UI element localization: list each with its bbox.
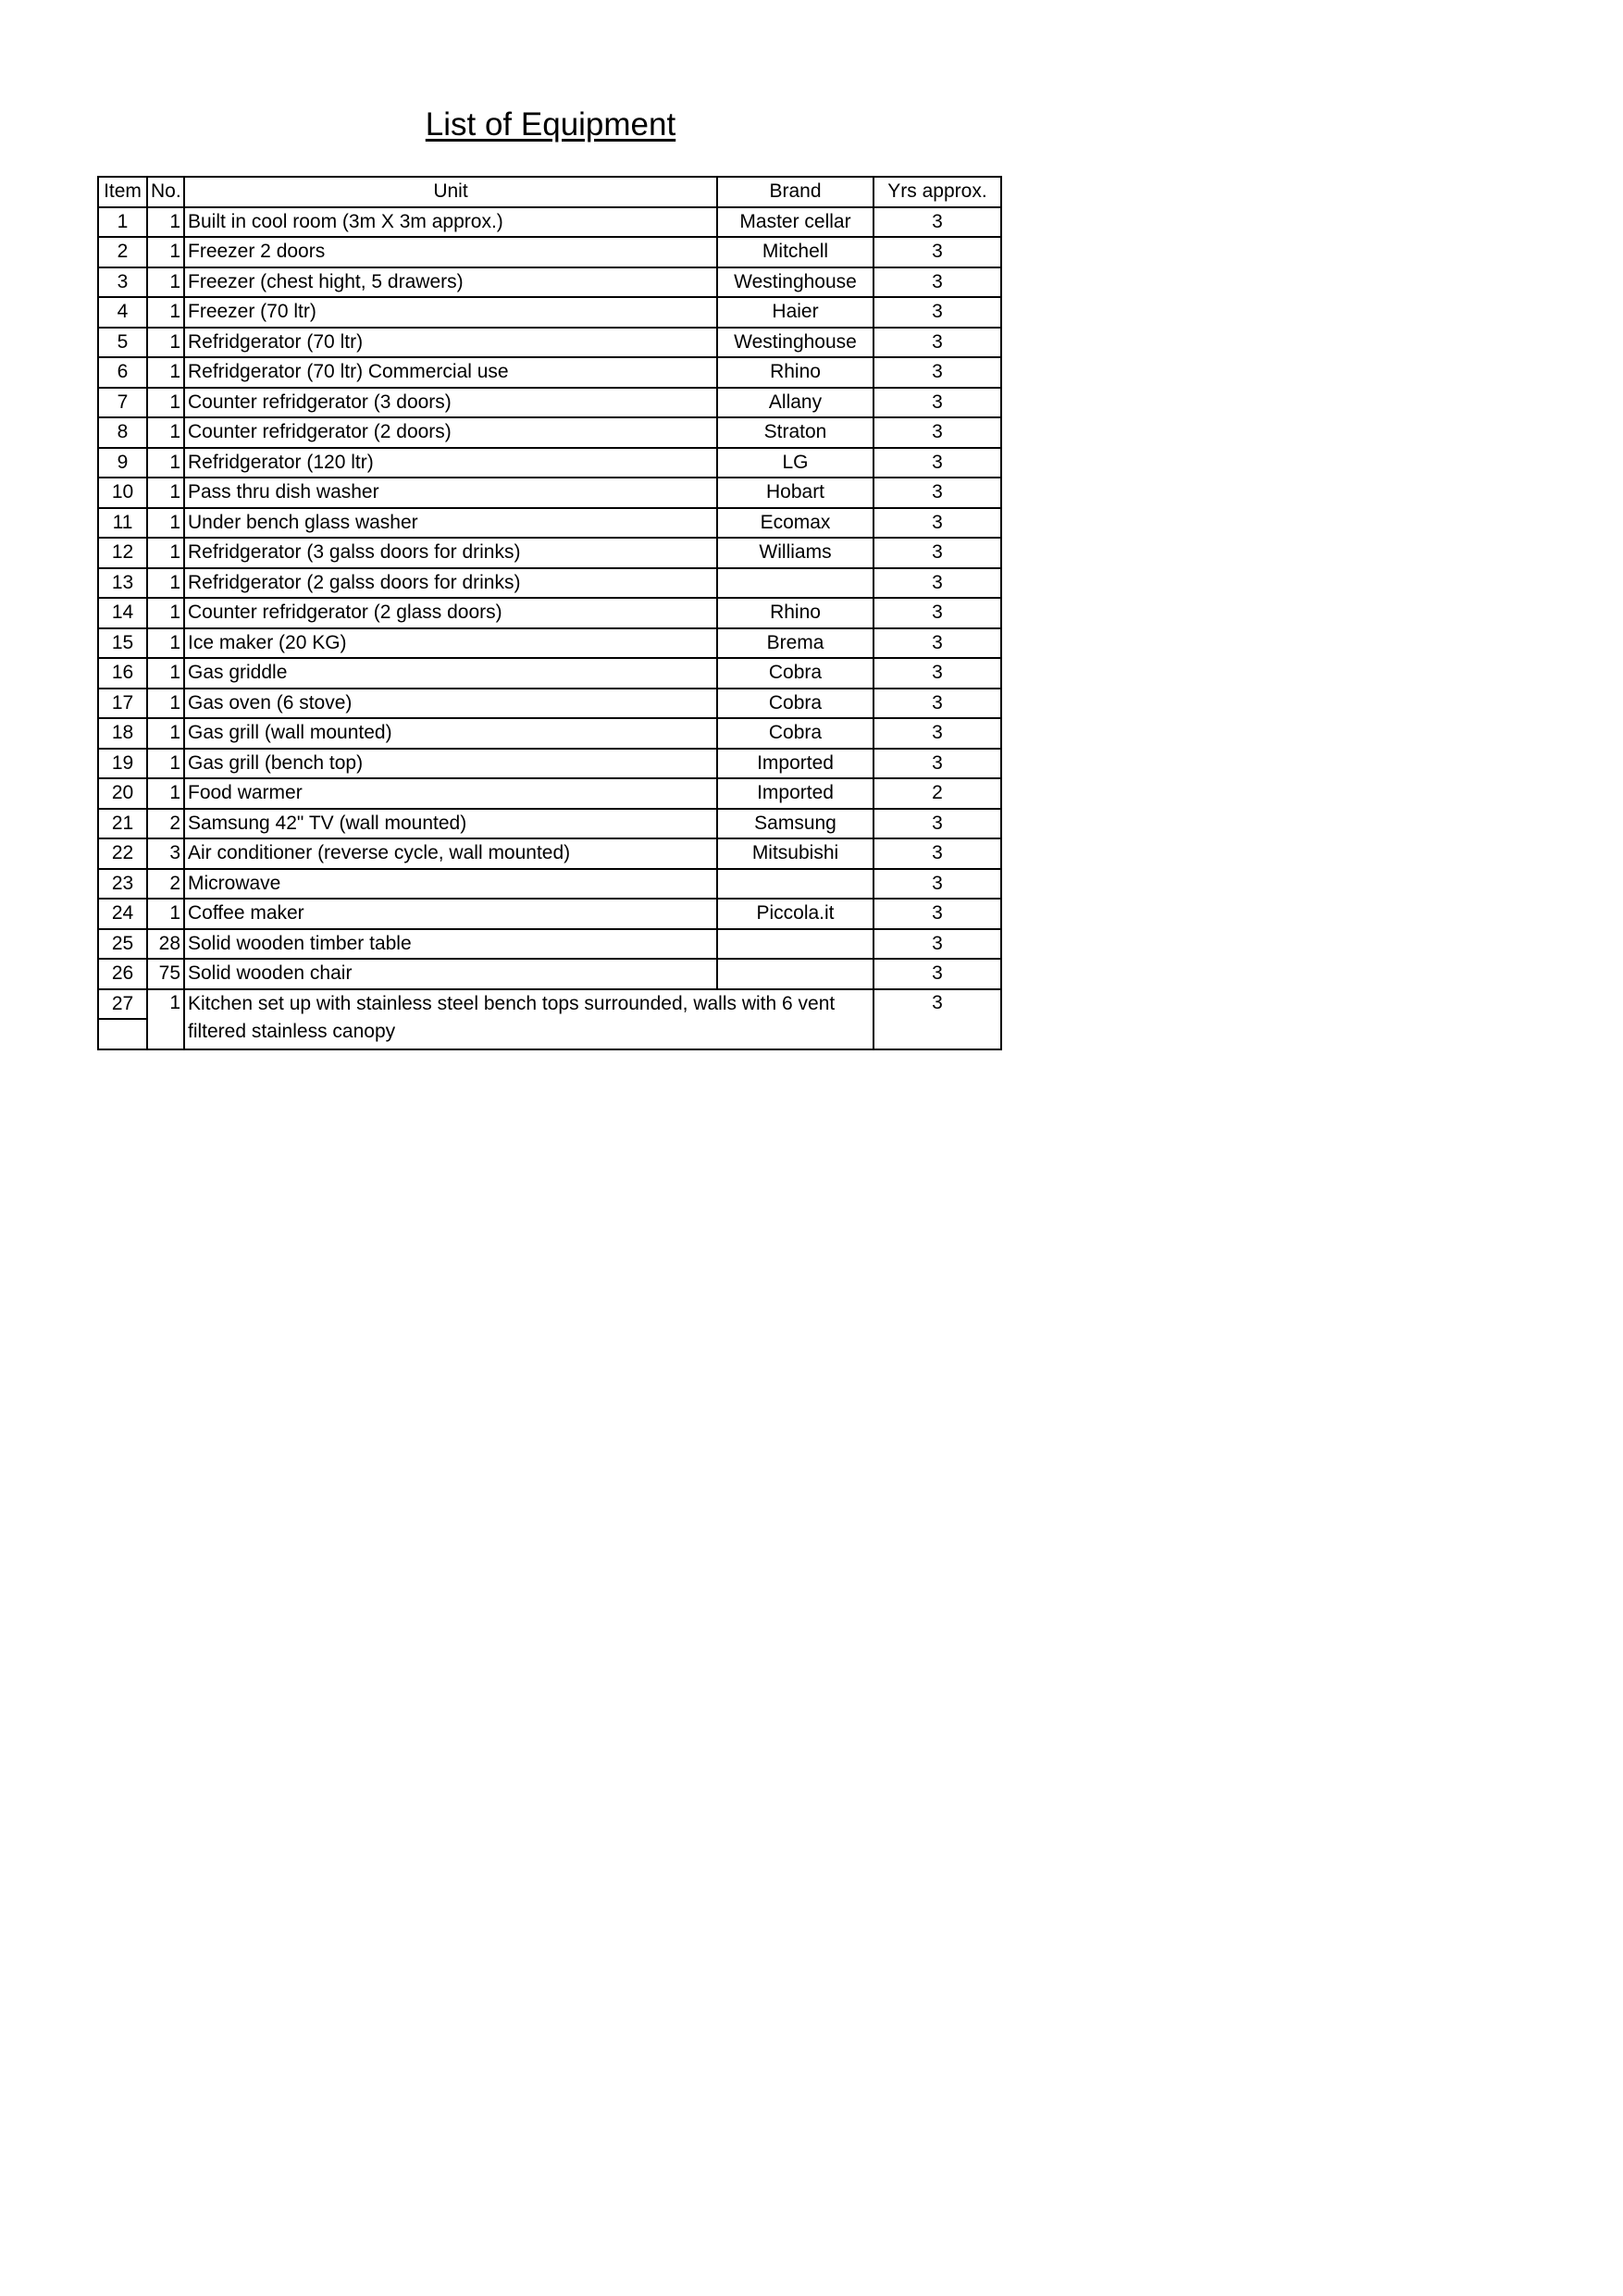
cell-yrs: 3 [873,598,1001,628]
cell-unit: Counter refridgerator (3 doors) [184,388,717,418]
cell-brand: Straton [717,417,873,448]
cell-brand [717,929,873,960]
cell-yrs: 3 [873,899,1001,929]
cell-no: 1 [147,989,184,1049]
cell-item: 16 [98,658,147,689]
cell-yrs: 3 [873,838,1001,869]
cell-brand: Westinghouse [717,328,873,358]
table-row [98,357,1001,388]
cell-brand: Haier [717,297,873,328]
cell-yrs: 3 [873,478,1001,508]
cell-item: 12 [98,538,147,568]
cell-brand: Westinghouse [717,267,873,298]
table-row [98,869,1001,900]
cell-unit: Freezer (70 ltr) [184,297,717,328]
column-header-unit: Unit [184,177,717,207]
cell-item: 3 [98,267,147,298]
cell-brand: Ecomax [717,508,873,539]
column-header-brand: Brand [717,177,873,207]
cell-yrs: 3 [873,749,1001,779]
cell-yrs: 3 [873,929,1001,960]
cell-item: 25 [98,929,147,960]
cell-no: 1 [147,297,184,328]
cell-unit: Kitchen set up with stainless steel bench tops surrounded, walls with 6 vent filtered stainless canopy [184,989,873,1049]
cell-yrs: 3 [873,809,1001,839]
cell-unit: Solid wooden chair [184,959,717,989]
cell-item: 4 [98,297,147,328]
table-row [98,538,1001,568]
cell-unit: Food warmer [184,778,717,809]
table-row [98,899,1001,929]
table-row [98,689,1001,719]
table-row [98,267,1001,298]
table-row [98,628,1001,659]
cell-item: 20 [98,778,147,809]
table-row [98,778,1001,809]
cell-unit: Refridgerator (120 ltr) [184,448,717,478]
cell-unit: Pass thru dish washer [184,478,717,508]
equipment-table [97,176,1002,1050]
cell-no: 1 [147,448,184,478]
cell-no: 1 [147,207,184,238]
table-row [98,838,1001,869]
cell-brand [717,869,873,900]
table-row [98,568,1001,599]
cell-yrs: 3 [873,388,1001,418]
cell-unit: Ice maker (20 KG) [184,628,717,659]
cell-no: 1 [147,778,184,809]
table-row [98,959,1001,989]
cell-item: 17 [98,689,147,719]
cell-item: 5 [98,328,147,358]
cell-no: 1 [147,598,184,628]
cell-brand: Rhino [717,357,873,388]
cell-item: 15 [98,628,147,659]
cell-brand: Mitsubishi [717,838,873,869]
cell-no: 1 [147,538,184,568]
cell-brand: LG [717,448,873,478]
cell-item: 27 [98,989,147,1020]
cell-yrs: 3 [873,237,1001,267]
cell-brand: Piccola.it [717,899,873,929]
table-row [98,658,1001,689]
cell-item: 6 [98,357,147,388]
cell-brand: Samsung [717,809,873,839]
cell-yrs: 2 [873,778,1001,809]
cell-item: 14 [98,598,147,628]
table-row [98,598,1001,628]
cell-item: 10 [98,478,147,508]
cell-item: 11 [98,508,147,539]
cell-item: 22 [98,838,147,869]
cell-yrs: 3 [873,869,1001,900]
page-title: List of Equipment [425,106,676,143]
cell-yrs: 3 [873,959,1001,989]
cell-item: 2 [98,237,147,267]
cell-no: 28 [147,929,184,960]
cell-item-empty [98,1019,147,1049]
table-row [98,207,1001,238]
table-row [98,929,1001,960]
cell-no: 1 [147,388,184,418]
cell-no: 1 [147,478,184,508]
cell-unit: Samsung 42" TV (wall mounted) [184,809,717,839]
cell-unit: Refridgerator (3 galss doors for drinks) [184,538,717,568]
cell-yrs: 3 [873,689,1001,719]
cell-brand: Hobart [717,478,873,508]
cell-no: 2 [147,809,184,839]
cell-brand: Rhino [717,598,873,628]
cell-no: 1 [147,417,184,448]
cell-unit: Refridgerator (70 ltr) [184,328,717,358]
cell-no: 2 [147,869,184,900]
cell-item: 26 [98,959,147,989]
cell-no: 1 [147,267,184,298]
column-header-item: Item [98,177,147,207]
table-row [98,508,1001,539]
table-row [98,237,1001,267]
cell-unit: Gas oven (6 stove) [184,689,717,719]
table-last-row-group [98,989,1001,1049]
cell-yrs: 3 [873,417,1001,448]
cell-unit: Gas grill (wall mounted) [184,718,717,749]
cell-no: 1 [147,357,184,388]
cell-yrs: 3 [873,267,1001,298]
cell-no: 1 [147,718,184,749]
cell-item: 23 [98,869,147,900]
cell-yrs: 3 [873,207,1001,238]
cell-unit: Solid wooden timber table [184,929,717,960]
cell-brand: Imported [717,749,873,779]
cell-yrs: 3 [873,328,1001,358]
cell-unit: Gas grill (bench top) [184,749,717,779]
table-row [98,749,1001,779]
cell-no: 1 [147,237,184,267]
cell-yrs: 3 [873,568,1001,599]
cell-item: 21 [98,809,147,839]
cell-yrs: 3 [873,718,1001,749]
table-row [98,989,1001,1020]
cell-unit: Gas griddle [184,658,717,689]
cell-yrs: 3 [873,357,1001,388]
cell-unit: Counter refridgerator (2 doors) [184,417,717,448]
cell-item: 19 [98,749,147,779]
cell-unit: Counter refridgerator (2 glass doors) [184,598,717,628]
cell-item: 13 [98,568,147,599]
cell-brand: Brema [717,628,873,659]
cell-unit: Coffee maker [184,899,717,929]
table-row [98,388,1001,418]
cell-item: 24 [98,899,147,929]
column-header-no: No. [147,177,184,207]
cell-brand: Williams [717,538,873,568]
cell-brand: Cobra [717,689,873,719]
cell-yrs: 3 [873,628,1001,659]
cell-unit: Under bench glass washer [184,508,717,539]
cell-brand: Master cellar [717,207,873,238]
cell-no: 1 [147,749,184,779]
table-body [98,207,1001,989]
cell-no: 1 [147,689,184,719]
table-row [98,478,1001,508]
cell-unit: Freezer (chest hight, 5 drawers) [184,267,717,298]
table-row [98,718,1001,749]
cell-brand: Cobra [717,658,873,689]
column-header-yrs: Yrs approx. [873,177,1001,207]
cell-unit: Freezer 2 doors [184,237,717,267]
cell-item: 18 [98,718,147,749]
cell-item: 8 [98,417,147,448]
cell-item: 1 [98,207,147,238]
table-row [98,448,1001,478]
cell-yrs: 3 [873,658,1001,689]
cell-no: 1 [147,628,184,659]
cell-item: 7 [98,388,147,418]
cell-no: 1 [147,899,184,929]
table-header-row [98,177,1001,207]
cell-brand: Allany [717,388,873,418]
cell-yrs: 3 [873,538,1001,568]
cell-no: 1 [147,568,184,599]
table-row [98,417,1001,448]
cell-yrs: 3 [873,989,1001,1049]
cell-yrs: 3 [873,508,1001,539]
cell-brand: Imported [717,778,873,809]
cell-yrs: 3 [873,448,1001,478]
cell-no: 3 [147,838,184,869]
cell-brand: Cobra [717,718,873,749]
cell-brand [717,568,873,599]
table-row [98,328,1001,358]
cell-unit: Refridgerator (70 ltr) Commercial use [184,357,717,388]
cell-item: 9 [98,448,147,478]
cell-no: 1 [147,508,184,539]
table-row [98,809,1001,839]
cell-brand [717,959,873,989]
cell-brand: Mitchell [717,237,873,267]
cell-yrs: 3 [873,297,1001,328]
table-row [98,297,1001,328]
cell-no: 1 [147,658,184,689]
cell-unit: Microwave [184,869,717,900]
cell-no: 1 [147,328,184,358]
cell-unit: Air conditioner (reverse cycle, wall mounted) [184,838,717,869]
cell-no: 75 [147,959,184,989]
cell-unit: Refridgerator (2 galss doors for drinks) [184,568,717,599]
cell-unit: Built in cool room (3m X 3m approx.) [184,207,717,238]
